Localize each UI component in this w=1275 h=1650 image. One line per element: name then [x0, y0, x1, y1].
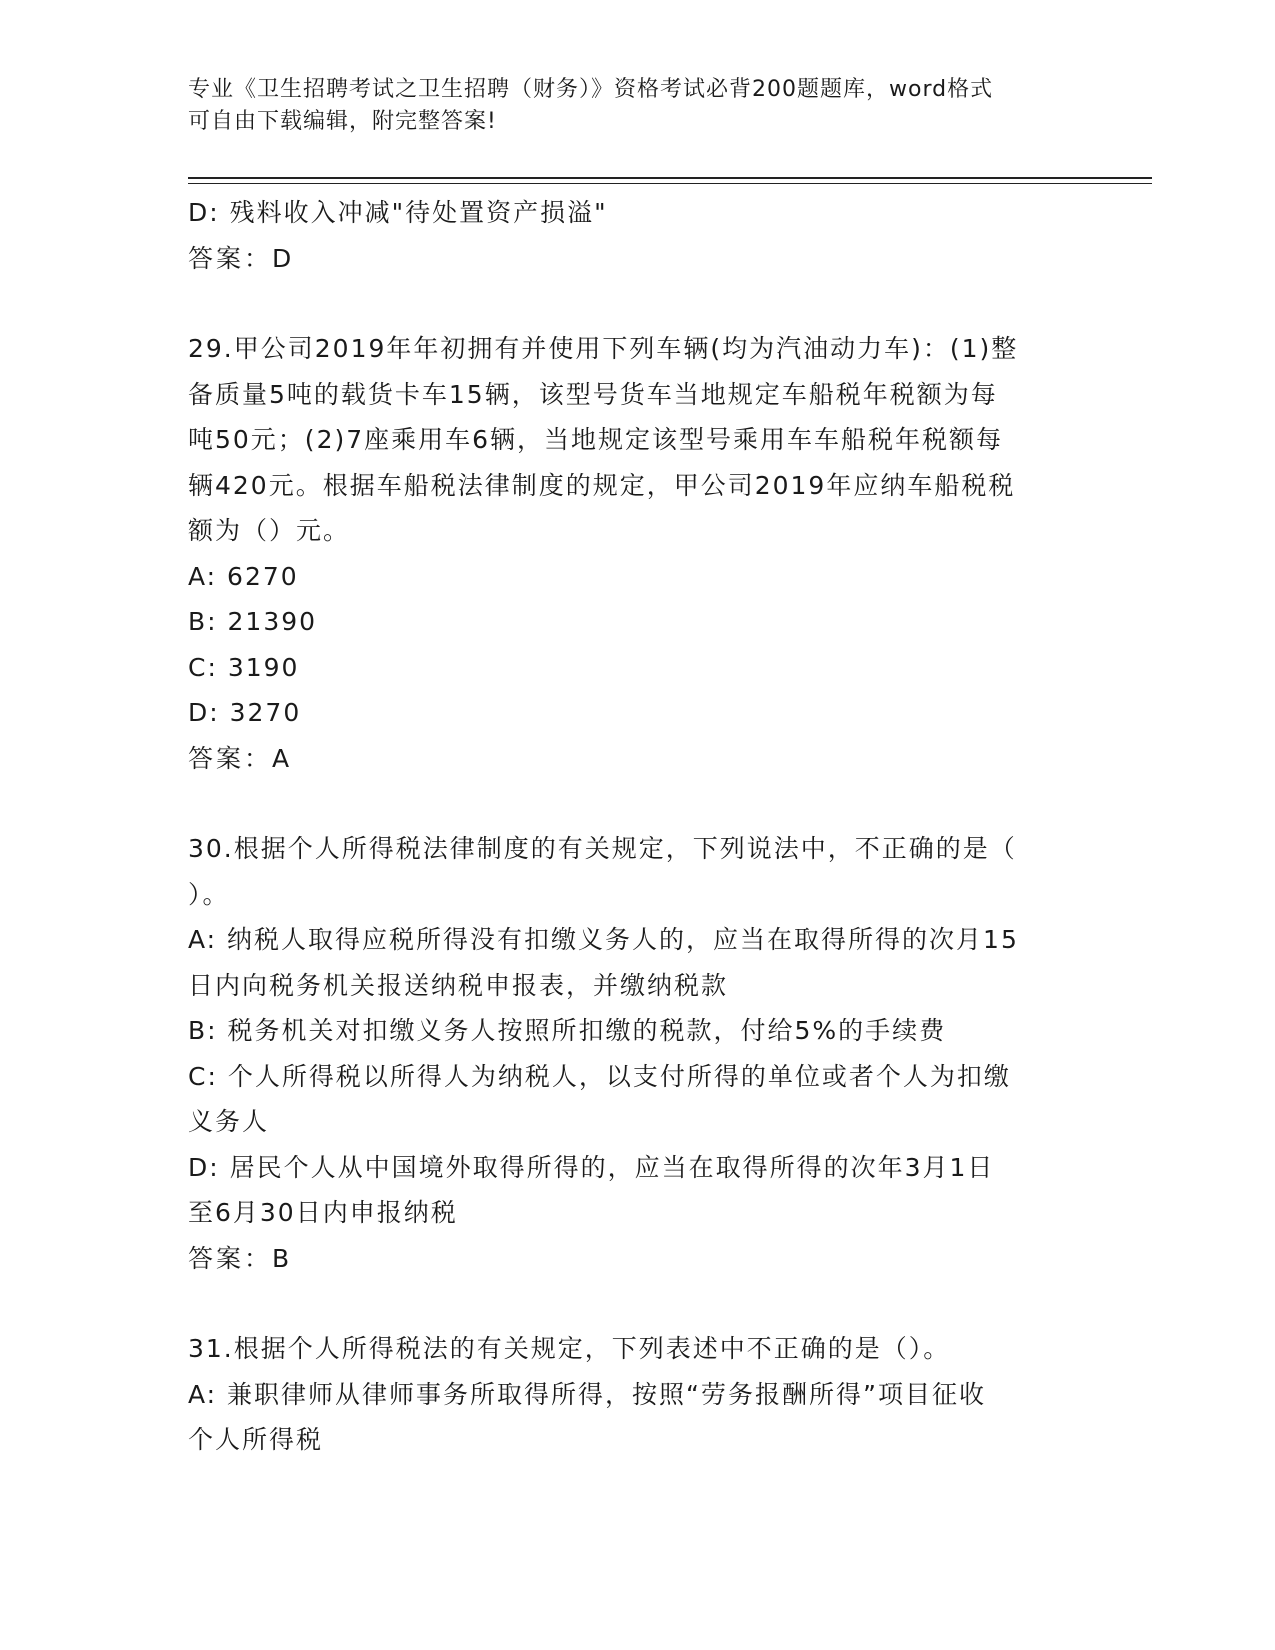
question-stem: 30.根据个人所得税法律制度的有关规定，下列说法中，不正确的是（	[188, 834, 1017, 863]
option-d: D: 居民个人从中国境外取得所得的，应当在取得所得的次年3月1日	[188, 1152, 995, 1182]
option-c: C: 3190	[188, 652, 300, 682]
option-b: B: 21390	[188, 607, 318, 636]
question-stem: 备质量5吨的载货卡车15辆，该型号货车当地规定车船税年税额为每	[188, 379, 998, 409]
option-a: A: 6270	[188, 561, 299, 591]
question-stem: 吨50元；(2)7座乘用车6辆，当地规定该型号乘用车车船税年税额每	[188, 425, 1004, 454]
question-29	[188, 326, 1088, 781]
question-stem: 额为（）元。	[188, 516, 351, 545]
answer: 答案：B	[188, 1243, 293, 1273]
prev-answer: 答案：D	[188, 243, 295, 273]
spacer	[188, 281, 1088, 326]
spacer	[188, 781, 1088, 826]
option-a-cont: 个人所得税	[188, 1425, 324, 1454]
option-a: A: 纳税人取得应税所得没有扣缴义务人的，应当在取得所得的次月15	[188, 925, 1019, 954]
option-c-cont: 义务人	[188, 1107, 270, 1136]
option-a: A: 兼职律师从律师事务所取得所得，按照“劳务报酬所得”项目征收	[188, 1379, 986, 1409]
document-header	[188, 74, 1068, 138]
question-stem: ）。	[188, 879, 230, 909]
question-stem: 辆420元。根据车船税法律制度的规定，甲公司2019年应纳车船税税	[188, 470, 1016, 500]
header-line-2: 可自由下载编辑，附完整答案!	[188, 109, 497, 134]
spacer	[188, 1281, 1088, 1326]
header-line-1: 专业《卫生招聘考试之卫生招聘（财务）》资格考试必背200题题库，word格式	[188, 77, 994, 102]
question-stem: 29.甲公司2019年年初拥有并使用下列车辆(均为汽油动力车)：(1)整	[188, 334, 1019, 363]
question-stem: 31.根据个人所得税法的有关规定，下列表述中不正确的是（）。	[188, 1334, 951, 1363]
header-rule-bottom	[188, 183, 1152, 184]
option-b: B: 税务机关对扣缴义务人按照所扣缴的税款，付给5%的手续费	[188, 1016, 947, 1045]
document-body	[188, 190, 1088, 1463]
option-a-cont: 日内向税务机关报送纳税申报表，并缴纳税款	[188, 970, 729, 1000]
question-30	[188, 826, 1088, 1281]
question-31	[188, 1326, 1088, 1463]
option-d: D: 3270	[188, 698, 302, 727]
header-rule-top	[188, 177, 1152, 179]
option-d-cont: 至6月30日内申报纳税	[188, 1198, 458, 1227]
option-c: C: 个人所得税以所得人为纳税人，以支付所得的单位或者个人为扣缴	[188, 1061, 1011, 1091]
prev-option-d: D: 残料收入冲减"待处置资产损溢"	[188, 198, 608, 227]
answer: 答案：A	[188, 743, 293, 773]
